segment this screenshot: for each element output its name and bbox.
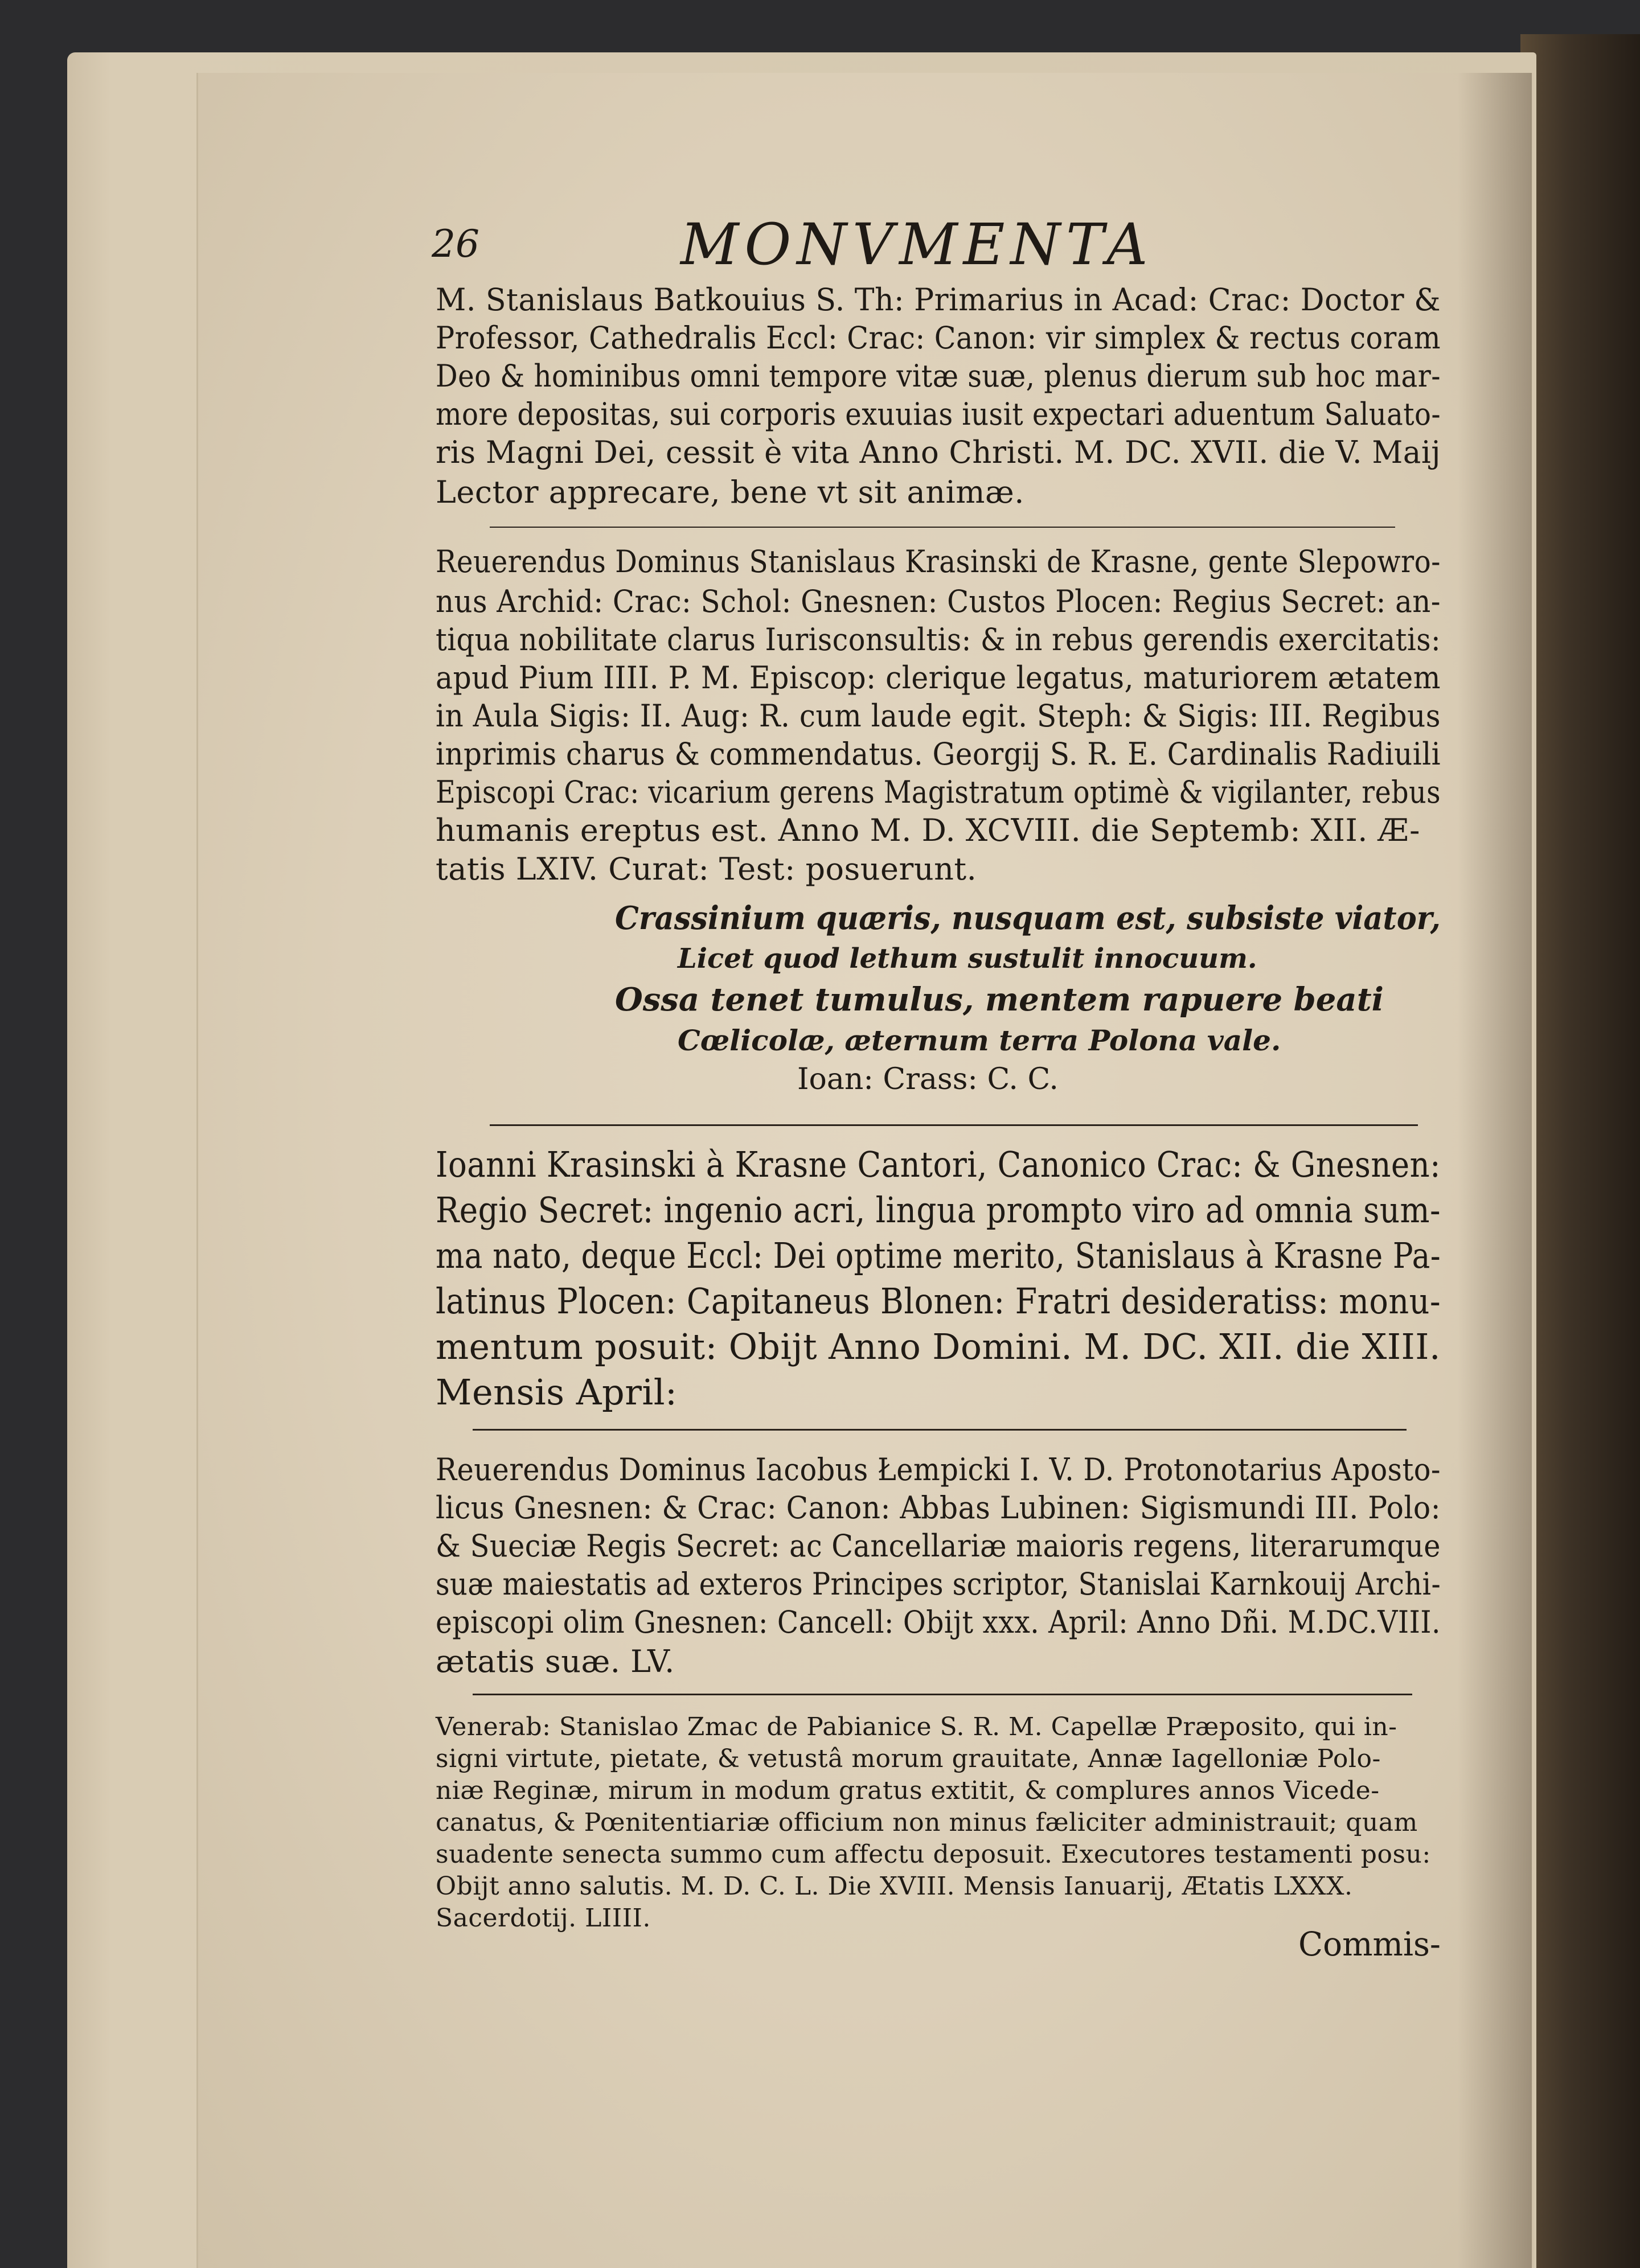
entry-line: nus Archid: Crac: Schol: Gnesnen: Custos Plocen: Regius Secret: an- [436,584,1441,619]
entry-line: M. Stanislaus Batkouius S. Th: Primarius in Acad: Crac: Doctor & [436,282,1441,318]
epitaph-verse: Licet quod lethum sustulit innocuum. [678,943,1257,975]
entry-line: licus Gnesnen: & Crac: Canon: Abbas Lubinen: Sigismundi III. Polo: [436,1490,1441,1526]
entry-line: ætatis suæ. LV. [436,1644,675,1679]
entry-line: Lector apprecare, bene vt sit animæ. [436,474,1024,510]
epitaph-verse: Crassinium quæris, nusquam est, subsiste viator, [615,899,1441,937]
entry-line: tatis LXIV. Curat: Test: posuerunt. [436,851,977,887]
book-spine-edge [1520,34,1640,2268]
entry-line: suæ maiestatis ad exteros Principes scriptor, Stanislai Karnkouij Archi- [436,1566,1441,1602]
entry-line: inprimis charus & commendatus. Georgij S. R. E. Cardinalis Radiuili [436,736,1441,772]
entry-line: ma nato, deque Eccl: Dei optime merito, Stanislaus à Krasne Pa- [436,1235,1441,1276]
divider-rule [490,1124,1418,1126]
entry-line: more depositas, sui corporis exuuias iusit expectari aduentum Saluato- [436,396,1441,432]
entry-line: in Aula Sigis: II. Aug: R. cum laude egit. Steph: & Sigis: III. Regibus [436,698,1441,734]
entry-line: & Sueciæ Regis Secret: ac Cancellariæ maioris regens, literarumque [436,1528,1441,1564]
running-head: MONVMENTA [680,211,1154,278]
entry-line: niæ Reginæ, mirum in modum gratus extitit, & complures annos Vicede- [436,1776,1380,1805]
entry-line: apud Pium IIII. P. M. Episcop: clerique legatus, maturiorem ætatem [436,660,1441,696]
entry-line: Reuerendus Dominus Stanislaus Krasinski de Krasne, gente Slepowro- [436,544,1441,580]
page-number: 26 [432,222,479,266]
entry-line: Professor, Cathedralis Eccl: Crac: Canon: vir simplex & rectus coram [436,320,1441,356]
catchword: Commis- [1298,1925,1441,1963]
entry-line: Venerab: Stanislao Zmac de Pabianice S. R. M. Capellæ Præposito, qui in- [436,1712,1397,1741]
gutter-shadow [1458,73,1532,2268]
entry-line: Regio Secret: ingenio acri, lingua prompto viro ad omnia sum- [436,1189,1441,1231]
divider-rule [490,527,1395,528]
entry-line: ris Magni Dei, cessit è vita Anno Christi. M. DC. XVII. die V. Maij [436,434,1441,470]
epitaph-signature: Ioan: Crass: C. C. [797,1062,1059,1096]
divider-rule [473,1694,1412,1695]
divider-rule [473,1429,1407,1431]
entry-line: Mensis April: [436,1371,678,1413]
epitaph-verse: Cœlicolæ, æternum terra Polona vale. [678,1024,1281,1057]
entry-line: Sacerdotij. LIIII. [436,1904,651,1933]
epitaph-verse: Ossa tenet tumulus, mentem rapuere beati [615,981,1384,1018]
entry-line: humanis ereptus est. Anno M. D. XCVIII. die Septemb: XII. Æ- [436,812,1420,848]
entry-line: mentum posuit: Obijt Anno Domini. M. DC. XII. die XIII. [436,1326,1441,1367]
entry-line: Episcopi Crac: vicarium gerens Magistratum optimè & vigilanter, rebus [436,774,1441,810]
entry-line: Reuerendus Dominus Iacobus Łempicki I. V. D. Protonotarius Aposto- [436,1452,1441,1488]
entry-line: signi virtute, pietate, & vetustâ morum grauitate, Annæ Iagelloniæ Polo- [436,1744,1381,1773]
entry-line: Obijt anno salutis. M. D. C. L. Die XVIII. Mensis Ianuarij, Ætatis LXXX. [436,1872,1353,1901]
entry-line: Deo & hominibus omni tempore vitæ suæ, plenus dierum sub hoc mar- [436,358,1441,394]
entry-line: latinus Plocen: Capitaneus Blonen: Fratri desideratiss: monu- [436,1280,1441,1322]
entry-line: Ioanni Krasinski à Krasne Cantori, Canonico Crac: & Gnesnen: [436,1144,1441,1185]
entry-line: tiqua nobilitate clarus Iurisconsultis: & in rebus gerendis exercitatis: [436,622,1441,658]
entry-line: episcopi olim Gnesnen: Cancell: Obijt xxx. April: Anno Dñi. M.DC.VIII. [436,1604,1441,1640]
entry-line: suadente senecta summo cum affectu deposuit. Executores testamenti posu: [436,1840,1431,1869]
entry-line: canatus, & Pœnitentiariæ officium non minus fæliciter administrauit; quam [436,1808,1418,1837]
